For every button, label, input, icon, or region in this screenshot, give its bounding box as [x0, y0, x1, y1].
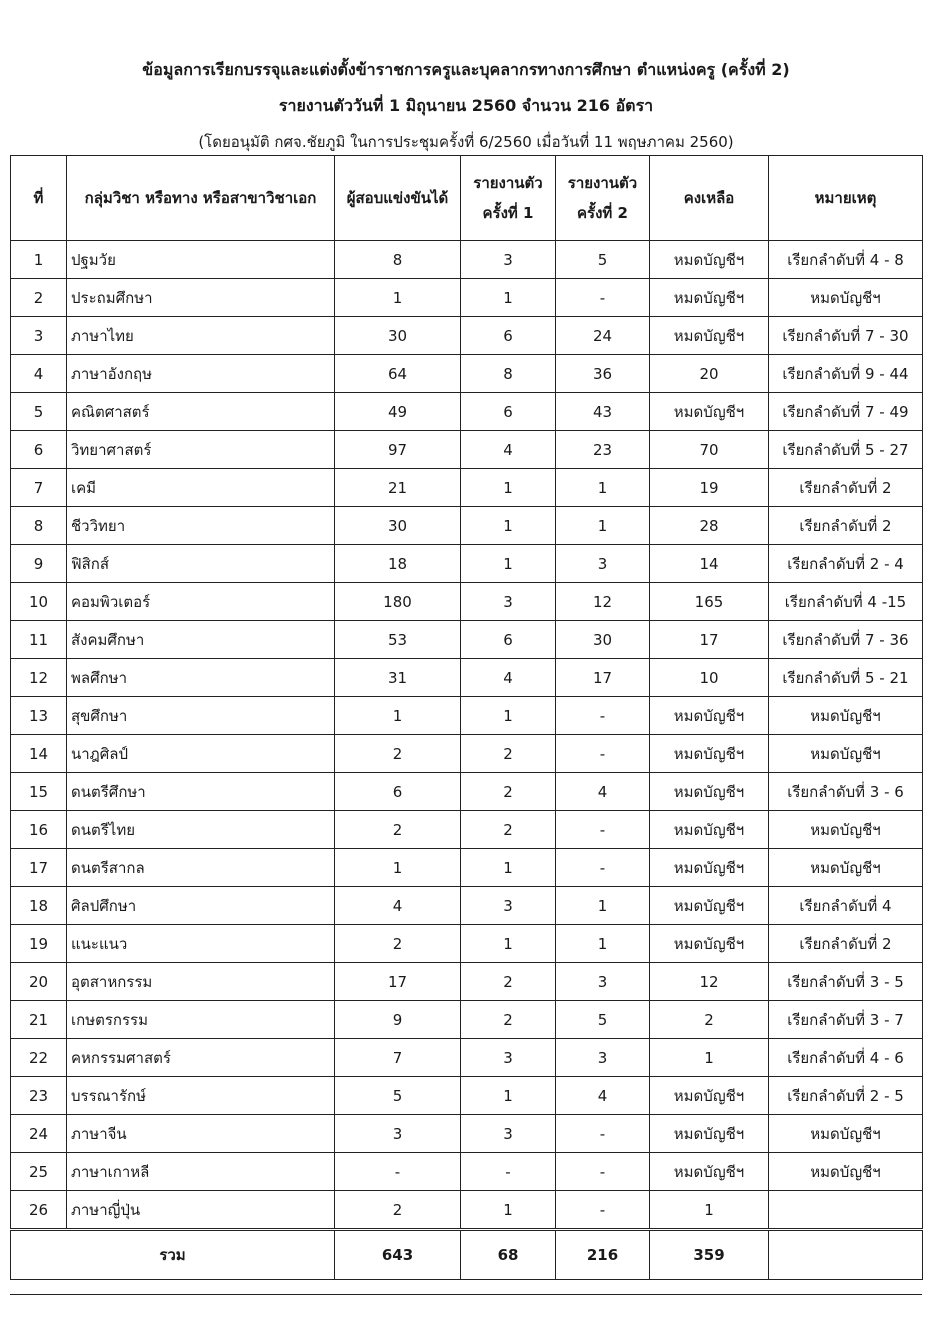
cell-report1: 1 [461, 1077, 556, 1115]
cell-remaining: 1 [650, 1039, 769, 1077]
cell-remaining: หมดบัญชีฯ [650, 925, 769, 963]
cell-remaining: หมดบัญชีฯ [650, 811, 769, 849]
cell-passed: 6 [335, 773, 461, 811]
cell-no: 15 [11, 773, 67, 811]
cell-no: 10 [11, 583, 67, 621]
cell-no: 23 [11, 1077, 67, 1115]
cell-no: 13 [11, 697, 67, 735]
cell-report1: - [461, 1153, 556, 1191]
cell-subject: คณิตศาสตร์ [67, 393, 335, 431]
cell-report1: 6 [461, 317, 556, 355]
cell-passed: 2 [335, 811, 461, 849]
cell-remaining: หมดบัญชีฯ [650, 773, 769, 811]
cell-report1: 4 [461, 431, 556, 469]
cell-subject: ประถมศึกษา [67, 279, 335, 317]
cell-remark: เรียกลำดับที่ 4 -15 [769, 583, 923, 621]
cell-remaining: หมดบัญชีฯ [650, 241, 769, 279]
cell-no: 25 [11, 1153, 67, 1191]
cell-subject: ศิลปศึกษา [67, 887, 335, 925]
cell-passed: 97 [335, 431, 461, 469]
cell-no: 22 [11, 1039, 67, 1077]
approval-note: (โดยอนุมัติ กศจ.ชัยภูมิ ในการประชุมครั้งที่ 6/2560 เมื่อวันที่ 11 พฤษภาคม 2560) [198, 133, 734, 151]
cell-report2: - [556, 1153, 650, 1191]
cell-passed: 4 [335, 887, 461, 925]
cell-remark: เรียกลำดับที่ 2 [769, 925, 923, 963]
cell-remark: หมดบัญชีฯ [769, 1115, 923, 1153]
cell-remaining: 70 [650, 431, 769, 469]
cell-report1: 3 [461, 241, 556, 279]
cell-no: 5 [11, 393, 67, 431]
cell-report2: 4 [556, 1077, 650, 1115]
cell-no: 20 [11, 963, 67, 1001]
cell-subject: ภาษาอังกฤษ [67, 355, 335, 393]
total-report1: 68 [461, 1230, 556, 1280]
col-header-no: ที่ [11, 156, 67, 241]
placement-table [10, 155, 923, 1280]
cell-report2: - [556, 735, 650, 773]
col-header-report2-line2: ครั้งที่ 2 [577, 204, 628, 222]
cell-report2: - [556, 697, 650, 735]
table-row [11, 1001, 923, 1039]
cell-subject: ดนตรีสากล [67, 849, 335, 887]
table-row [11, 431, 923, 469]
cell-report2: 43 [556, 393, 650, 431]
table-row [11, 1153, 923, 1191]
cell-remaining: 12 [650, 963, 769, 1001]
cell-no: 26 [11, 1191, 67, 1230]
cell-remaining: หมดบัญชีฯ [650, 697, 769, 735]
table-row [11, 1115, 923, 1153]
cell-subject: วิทยาศาสตร์ [67, 431, 335, 469]
cell-report2: 3 [556, 963, 650, 1001]
col-header-passed: ผู้สอบแข่งขันได้ [335, 156, 461, 241]
cell-remaining: หมดบัญชีฯ [650, 279, 769, 317]
cell-passed: 31 [335, 659, 461, 697]
cell-remark: เรียกลำดับที่ 3 - 6 [769, 773, 923, 811]
cell-passed: 2 [335, 925, 461, 963]
cell-remark: เรียกลำดับที่ 9 - 44 [769, 355, 923, 393]
cell-remaining: 14 [650, 545, 769, 583]
cell-no: 18 [11, 887, 67, 925]
cell-remark: เรียกลำดับที่ 3 - 5 [769, 963, 923, 1001]
cell-report2: 30 [556, 621, 650, 659]
cell-remark: เรียกลำดับที่ 7 - 49 [769, 393, 923, 431]
cell-passed: 1 [335, 849, 461, 887]
cell-subject: ภาษาญี่ปุ่น [67, 1191, 335, 1230]
cell-remark: เรียกลำดับที่ 4 - 8 [769, 241, 923, 279]
cell-remaining: 1 [650, 1191, 769, 1230]
cell-report1: 8 [461, 355, 556, 393]
cell-passed: 5 [335, 1077, 461, 1115]
cell-report1: 3 [461, 583, 556, 621]
cell-report2: - [556, 811, 650, 849]
col-header-report2 [556, 156, 650, 241]
table-row [11, 1039, 923, 1077]
cell-remark: เรียกลำดับที่ 2 [769, 507, 923, 545]
cell-subject: ดนตรีศึกษา [67, 773, 335, 811]
cell-remark: เรียกลำดับที่ 5 - 27 [769, 431, 923, 469]
cell-report1: 1 [461, 469, 556, 507]
table-row [11, 1191, 923, 1230]
cell-remark: เรียกลำดับที่ 5 - 21 [769, 659, 923, 697]
cell-subject: อุตสาหกรรม [67, 963, 335, 1001]
cell-no: 6 [11, 431, 67, 469]
total-label: รวม [11, 1230, 335, 1280]
cell-remaining: 165 [650, 583, 769, 621]
table-row [11, 507, 923, 545]
cell-passed: 8 [335, 241, 461, 279]
cell-report1: 2 [461, 773, 556, 811]
cell-remark: หมดบัญชีฯ [769, 811, 923, 849]
col-header-remark: หมายเหตุ [769, 156, 923, 241]
cell-report2: 24 [556, 317, 650, 355]
cell-passed: 7 [335, 1039, 461, 1077]
col-header-report1-line2: ครั้งที่ 1 [482, 204, 534, 222]
cell-report2: 5 [556, 241, 650, 279]
cell-subject: เกษตรกรรม [67, 1001, 335, 1039]
total-report2: 216 [556, 1230, 650, 1280]
cell-passed: 17 [335, 963, 461, 1001]
cell-report1: 3 [461, 1039, 556, 1077]
cell-report1: 1 [461, 507, 556, 545]
col-header-report1-line1: รายงานตัว [473, 174, 543, 192]
cell-no: 2 [11, 279, 67, 317]
cell-subject: บรรณารักษ์ [67, 1077, 335, 1115]
table-row [11, 545, 923, 583]
cell-subject: คหกรรมศาสตร์ [67, 1039, 335, 1077]
cell-report1: 3 [461, 887, 556, 925]
table-row [11, 583, 923, 621]
cell-no: 14 [11, 735, 67, 773]
cell-passed: 53 [335, 621, 461, 659]
cell-no: 21 [11, 1001, 67, 1039]
table-row [11, 849, 923, 887]
cell-report1: 6 [461, 621, 556, 659]
cell-subject: สังคมศึกษา [67, 621, 335, 659]
cell-remark: เรียกลำดับที่ 3 - 7 [769, 1001, 923, 1039]
document-title: ข้อมูลการเรียกบรรจุและแต่งตั้งข้าราชการครูและบุคลากรทางการศึกษา ตำแหน่งครู (ครั้งที่ 2) [142, 60, 790, 79]
cell-remaining: 20 [650, 355, 769, 393]
bottom-rule [10, 1294, 922, 1295]
table-row [11, 925, 923, 963]
cell-remark: หมดบัญชีฯ [769, 1153, 923, 1191]
cell-subject: สุขศึกษา [67, 697, 335, 735]
cell-subject: นาฎศิลป์ [67, 735, 335, 773]
total-remaining: 359 [650, 1230, 769, 1280]
cell-remark: เรียกลำดับที่ 2 [769, 469, 923, 507]
cell-remaining: หมดบัญชีฯ [650, 1077, 769, 1115]
cell-subject: ภาษาจีน [67, 1115, 335, 1153]
cell-passed: 9 [335, 1001, 461, 1039]
cell-report2: 12 [556, 583, 650, 621]
cell-no: 11 [11, 621, 67, 659]
cell-remark: หมดบัญชีฯ [769, 849, 923, 887]
cell-remaining: 17 [650, 621, 769, 659]
cell-remaining: หมดบัญชีฯ [650, 1153, 769, 1191]
table-row [11, 469, 923, 507]
cell-report1: 1 [461, 849, 556, 887]
cell-remark: เรียกลำดับที่ 7 - 30 [769, 317, 923, 355]
cell-remaining: 19 [650, 469, 769, 507]
cell-report2: 1 [556, 925, 650, 963]
cell-remaining: หมดบัญชีฯ [650, 735, 769, 773]
cell-no: 4 [11, 355, 67, 393]
cell-no: 24 [11, 1115, 67, 1153]
cell-report1: 1 [461, 545, 556, 583]
col-header-report2-line1: รายงานตัว [567, 174, 638, 192]
table-row [11, 811, 923, 849]
cell-report1: 3 [461, 1115, 556, 1153]
cell-report2: 17 [556, 659, 650, 697]
cell-report2: - [556, 279, 650, 317]
cell-report2: - [556, 1115, 650, 1153]
cell-remaining: หมดบัญชีฯ [650, 393, 769, 431]
table-row [11, 887, 923, 925]
table-header-row [11, 156, 923, 241]
cell-report1: 2 [461, 963, 556, 1001]
cell-remark: เรียกลำดับที่ 2 - 5 [769, 1077, 923, 1115]
cell-passed: 30 [335, 507, 461, 545]
cell-subject: พลศึกษา [67, 659, 335, 697]
table-row [11, 659, 923, 697]
cell-subject: ปฐมวัย [67, 241, 335, 279]
cell-remark [769, 1191, 923, 1230]
cell-passed: 1 [335, 697, 461, 735]
table-row [11, 735, 923, 773]
cell-remark: หมดบัญชีฯ [769, 735, 923, 773]
table-row [11, 241, 923, 279]
table-row [11, 317, 923, 355]
cell-no: 7 [11, 469, 67, 507]
total-remark [769, 1230, 923, 1280]
table-row [11, 1077, 923, 1115]
cell-report2: 1 [556, 507, 650, 545]
cell-passed: 18 [335, 545, 461, 583]
cell-report1: 1 [461, 697, 556, 735]
cell-report2: 1 [556, 887, 650, 925]
cell-no: 12 [11, 659, 67, 697]
cell-report2: 1 [556, 469, 650, 507]
cell-passed: 180 [335, 583, 461, 621]
cell-subject: ภาษาเกาหลี [67, 1153, 335, 1191]
cell-passed: 3 [335, 1115, 461, 1153]
cell-subject: ชีววิทยา [67, 507, 335, 545]
cell-report1: 2 [461, 1001, 556, 1039]
col-header-remaining: คงเหลือ [650, 156, 769, 241]
cell-remark: เรียกลำดับที่ 7 - 36 [769, 621, 923, 659]
cell-report2: 23 [556, 431, 650, 469]
table-row [11, 963, 923, 1001]
cell-remark: เรียกลำดับที่ 4 - 6 [769, 1039, 923, 1077]
cell-report1: 1 [461, 1191, 556, 1230]
cell-subject: ฟิสิกส์ [67, 545, 335, 583]
table-row [11, 773, 923, 811]
cell-subject: ภาษาไทย [67, 317, 335, 355]
cell-passed: 30 [335, 317, 461, 355]
cell-passed: 2 [335, 735, 461, 773]
cell-remaining: หมดบัญชีฯ [650, 1115, 769, 1153]
cell-subject: คอมพิวเตอร์ [67, 583, 335, 621]
cell-passed: - [335, 1153, 461, 1191]
cell-report1: 4 [461, 659, 556, 697]
cell-no: 17 [11, 849, 67, 887]
cell-report1: 1 [461, 925, 556, 963]
cell-no: 16 [11, 811, 67, 849]
cell-remaining: หมดบัญชีฯ [650, 849, 769, 887]
col-header-report1 [461, 156, 556, 241]
cell-report2: 36 [556, 355, 650, 393]
cell-report1: 6 [461, 393, 556, 431]
table-row [11, 697, 923, 735]
cell-report1: 1 [461, 279, 556, 317]
cell-report2: 3 [556, 1039, 650, 1077]
table-row [11, 279, 923, 317]
cell-report1: 2 [461, 735, 556, 773]
table-row [11, 621, 923, 659]
cell-passed: 21 [335, 469, 461, 507]
cell-report2: - [556, 1191, 650, 1230]
cell-report2: 5 [556, 1001, 650, 1039]
cell-report2: 3 [556, 545, 650, 583]
cell-report2: 4 [556, 773, 650, 811]
cell-passed: 49 [335, 393, 461, 431]
cell-remaining: 28 [650, 507, 769, 545]
cell-no: 19 [11, 925, 67, 963]
cell-subject: ดนตรีไทย [67, 811, 335, 849]
cell-remaining: หมดบัญชีฯ [650, 317, 769, 355]
cell-no: 1 [11, 241, 67, 279]
cell-remark: หมดบัญชีฯ [769, 697, 923, 735]
cell-remaining: หมดบัญชีฯ [650, 887, 769, 925]
cell-passed: 64 [335, 355, 461, 393]
cell-no: 9 [11, 545, 67, 583]
cell-report2: - [556, 849, 650, 887]
cell-remark: เรียกลำดับที่ 2 - 4 [769, 545, 923, 583]
total-row [11, 1230, 923, 1280]
cell-remark: เรียกลำดับที่ 4 [769, 887, 923, 925]
cell-passed: 1 [335, 279, 461, 317]
cell-passed: 2 [335, 1191, 461, 1230]
total-passed: 643 [335, 1230, 461, 1280]
col-header-subject: กลุ่มวิชา หรือทาง หรือสาขาวิชาเอก [67, 156, 335, 241]
cell-no: 8 [11, 507, 67, 545]
report-date-line: รายงานตัววันที่ 1 มิถุนายน 2560 จำนวน 216 อัตรา [278, 96, 654, 115]
cell-subject: เคมี [67, 469, 335, 507]
table-row [11, 393, 923, 431]
cell-no: 3 [11, 317, 67, 355]
table-row [11, 355, 923, 393]
cell-remaining: 2 [650, 1001, 769, 1039]
cell-remaining: 10 [650, 659, 769, 697]
cell-report1: 2 [461, 811, 556, 849]
cell-remark: หมดบัญชีฯ [769, 279, 923, 317]
cell-subject: แนะแนว [67, 925, 335, 963]
